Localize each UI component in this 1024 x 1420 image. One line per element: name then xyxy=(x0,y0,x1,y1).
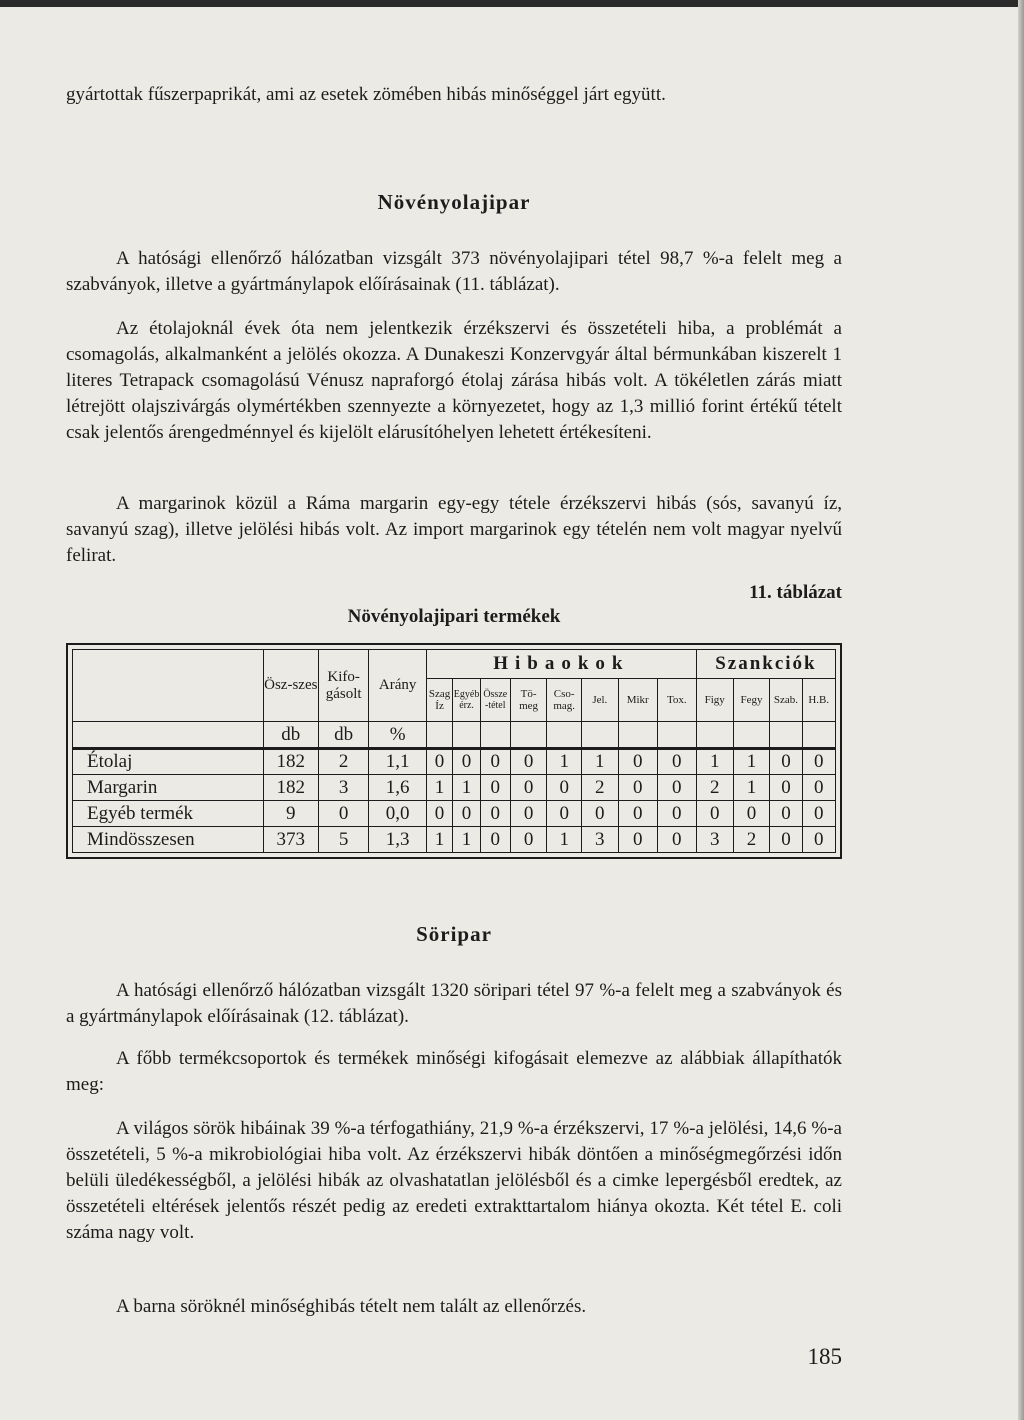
table-cell: 1 xyxy=(426,827,452,853)
table-cell: 0 xyxy=(581,801,618,827)
row-label: Étolaj xyxy=(73,749,264,775)
col-osszes: Ösz-szes xyxy=(263,650,318,722)
table-cell: 0 xyxy=(770,749,802,775)
table-cell: 1,6 xyxy=(369,775,426,801)
table-cell: 0 xyxy=(318,801,369,827)
unit-blank xyxy=(547,722,581,749)
table-cell: 9 xyxy=(263,801,318,827)
group-hibaokok: Hibaokok xyxy=(426,650,696,679)
paragraph-6: A világos sörök hibáinak 39 %-a térfogathiány, 21,9 %-a érzékszervi, 17 %-a jelölési, 14,6 %-a összetételi, 5 %-a mikrobiológiai hiba volt. Az érzékszervi hibák döntően a minőségmegőrzési időn belüli üledékességből, a jelölési hibák az olvashatatlan jelölésből és a cimke lepergésből eredtek, az összetételi eltérések jelentős részét pedig az eredeti extrakttartalom hiánya okozta. Két tétel E. coli száma nagy volt. xyxy=(66,1118,842,1243)
table-cell: 1 xyxy=(453,775,481,801)
scan-right-edge xyxy=(1018,0,1024,1420)
table-cell: 0 xyxy=(480,827,510,853)
paragraph-4: A hatósági ellenőrző hálózatban vizsgált 1320 söripari tétel 97 %-a felelt meg a szabványok és a gyártmánylapok előírásainak (12. táblázat). xyxy=(66,980,842,1027)
table-cell: 0 xyxy=(802,749,835,775)
table-cell: 0 xyxy=(426,749,452,775)
col-kifogasolt: Kifo-gásolt xyxy=(318,650,369,722)
paragraph-5: A főbb termékcsoportok és termékek minőségi kifogásait elemezve az alábbiak állapíthatók meg: xyxy=(66,1048,842,1095)
table-row xyxy=(73,749,836,775)
table-cell: 182 xyxy=(263,775,318,801)
sub-szab: Szab. xyxy=(770,678,802,721)
table-cell: 2 xyxy=(696,775,733,801)
table-cell: 0 xyxy=(510,775,547,801)
table-cell: 0 xyxy=(547,801,581,827)
unit-blank xyxy=(453,722,481,749)
paragraph-1: A hatósági ellenőrző hálózatban vizsgált 373 növényolajipari tétel 98,7 %-a felelt meg a szabványok, illetve a gyártmánylapok előírásainak (11. táblázat). xyxy=(66,248,842,295)
table-cell: 0 xyxy=(453,749,481,775)
sub-hb: H.B. xyxy=(802,678,835,721)
page-number: 185 xyxy=(807,1344,842,1369)
table-row xyxy=(73,827,836,853)
group-szankciok: Szankciók xyxy=(696,650,835,679)
table-cell: 1 xyxy=(547,749,581,775)
sub-osszetetel: Össze -tétel xyxy=(480,678,510,721)
table-cell: 3 xyxy=(318,775,369,801)
table-cell: 2 xyxy=(733,827,770,853)
unit-pct: % xyxy=(369,722,426,749)
table-row xyxy=(73,775,836,801)
table-cell: 0 xyxy=(510,801,547,827)
table-cell: 3 xyxy=(581,827,618,853)
table-cell: 2 xyxy=(318,749,369,775)
sub-tomeg: Tö- meg xyxy=(510,678,547,721)
table-cell: 0 xyxy=(657,749,696,775)
table-cell: 1 xyxy=(547,827,581,853)
table-cell: 1,3 xyxy=(369,827,426,853)
continuation-text: gyártottak fűszerpaprikát, ami az esetek zömében hibás minőséggel járt együtt. xyxy=(66,84,666,105)
table-cell: 0 xyxy=(510,827,547,853)
table-cell: 0 xyxy=(547,775,581,801)
table-cell: 1 xyxy=(453,827,481,853)
table-cell: 0 xyxy=(657,775,696,801)
table-cell: 2 xyxy=(581,775,618,801)
header-blank xyxy=(73,650,264,722)
table-cell: 0 xyxy=(480,801,510,827)
table-cell: 0 xyxy=(618,827,657,853)
unit-blank xyxy=(802,722,835,749)
sub-csomag: Cso- mag. xyxy=(547,678,581,721)
unit-blank xyxy=(696,722,733,749)
sub-egyeb-erz: Egyéb érz. xyxy=(453,678,481,721)
unit-blank xyxy=(770,722,802,749)
table-cell: 0 xyxy=(618,801,657,827)
sub-figy: Figy xyxy=(696,678,733,721)
table-cell: 0 xyxy=(657,827,696,853)
scan-top-edge xyxy=(0,0,1024,7)
sub-fegy: Fegy xyxy=(733,678,770,721)
table-cell: 1 xyxy=(733,775,770,801)
table-cell: 1 xyxy=(696,749,733,775)
paragraph-7: A barna söröknél minőséghibás tételt nem talált az ellenőrzés. xyxy=(116,1296,587,1317)
paragraph-2: Az étolajoknál évek óta nem jelentkezik érzékszervi és összetételi hiba, a problémát a csomagolás, alkalmanként a jelölés okozza. A Dunakeszi Konzervgyár által bérmunkában kiszerelt 1 literes Tetrapack csomagolású Vénusz napraforgó étolaj zárása hibás volt. A tökéletlen zárás miatt létrejött olajszivárgás olymértékben szennyezte a környezetet, hogy az 1,3 millió forint értékű tételt csak jelentős árengedménnyel és kijelölt elárusítóhelyen lehetett értékesíteni. xyxy=(66,318,842,443)
table-caption: Növényolajipari termékek xyxy=(347,606,561,627)
table-cell: 0,0 xyxy=(369,801,426,827)
table-cell: 0 xyxy=(802,827,835,853)
table-cell: 373 xyxy=(263,827,318,853)
unit-blank xyxy=(657,722,696,749)
row-label: Egyéb termék xyxy=(73,801,264,827)
unit-blank xyxy=(73,722,264,749)
table-cell: 0 xyxy=(733,801,770,827)
table-cell: 1,1 xyxy=(369,749,426,775)
table-cell: 0 xyxy=(618,775,657,801)
table-cell: 1 xyxy=(733,749,770,775)
table-cell: 1 xyxy=(426,775,452,801)
unit-db-1: db xyxy=(263,722,318,749)
unit-blank xyxy=(510,722,547,749)
table-cell: 3 xyxy=(696,827,733,853)
unit-blank xyxy=(480,722,510,749)
section-heading-novenyolajipar: Növényolajipar xyxy=(377,190,531,214)
table-cell: 1 xyxy=(581,749,618,775)
col-arany: Arány xyxy=(369,650,426,722)
table-cell: 0 xyxy=(802,775,835,801)
sub-mikr: Mikr xyxy=(618,678,657,721)
data-table xyxy=(72,649,836,853)
table-cell: 0 xyxy=(426,801,452,827)
unit-blank xyxy=(618,722,657,749)
table-cell: 0 xyxy=(770,827,802,853)
table-cell: 0 xyxy=(480,749,510,775)
table-cell: 0 xyxy=(453,801,481,827)
row-label: Margarin xyxy=(73,775,264,801)
sub-jel: Jel. xyxy=(581,678,618,721)
unit-db-2: db xyxy=(318,722,369,749)
table-11 xyxy=(66,643,842,859)
row-label: Mindösszesen xyxy=(73,827,264,853)
table-row xyxy=(73,801,836,827)
unit-blank xyxy=(581,722,618,749)
table-cell: 0 xyxy=(657,801,696,827)
table-cell: 0 xyxy=(510,749,547,775)
section-heading-soripar: Söripar xyxy=(416,922,492,946)
table-cell: 182 xyxy=(263,749,318,775)
unit-blank xyxy=(426,722,452,749)
table-cell: 5 xyxy=(318,827,369,853)
table-body xyxy=(73,749,836,853)
paragraph-3: A margarinok közül a Ráma margarin egy-egy tétele érzékszervi hibás (sós, savanyú íz, savanyú szag), illetve jelölési hibás volt. Az import margarinok egy tételén nem volt magyar nyelvű felirat. xyxy=(66,493,842,566)
sub-tox: Tox. xyxy=(657,678,696,721)
table-cell: 0 xyxy=(770,801,802,827)
sub-szag-iz: Szag Íz xyxy=(426,678,452,721)
table-number: 11. táblázat xyxy=(749,582,842,603)
table-cell: 0 xyxy=(480,775,510,801)
unit-blank xyxy=(733,722,770,749)
table-cell: 0 xyxy=(696,801,733,827)
table-cell: 0 xyxy=(770,775,802,801)
table-cell: 0 xyxy=(802,801,835,827)
table-cell: 0 xyxy=(618,749,657,775)
